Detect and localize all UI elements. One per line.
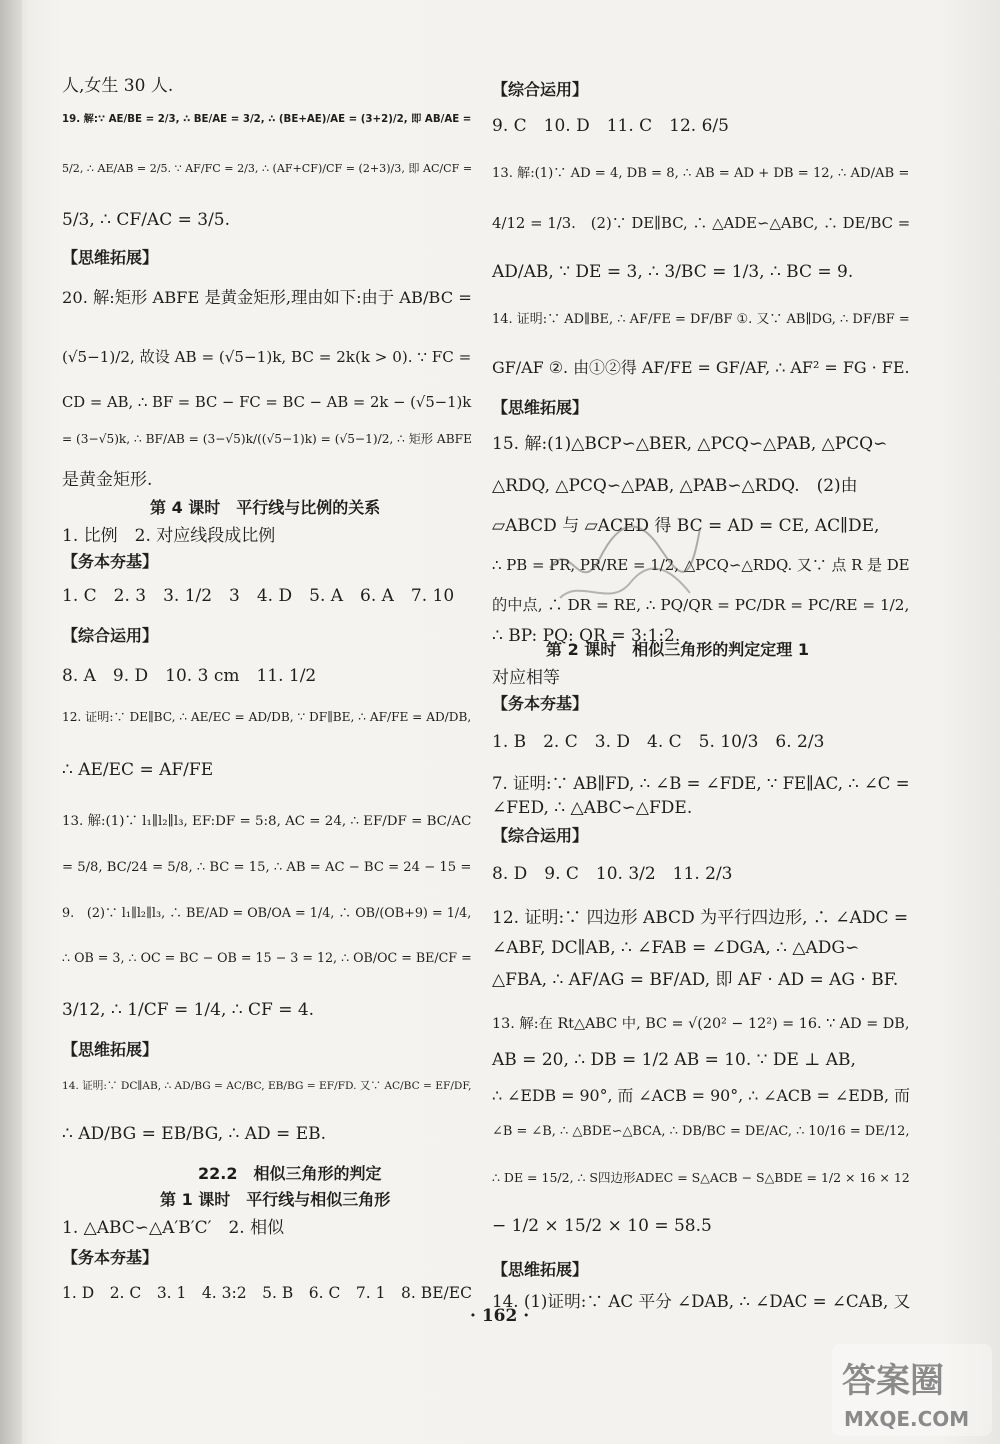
answer-line: AD/AB, ∵ DE = 3, ∴ 3/BC = 1/3, ∴ BC = 9. [492, 262, 854, 282]
section-header: 【思维拓展】 [492, 1260, 589, 1279]
svg-text:MXQE.COM: MXQE.COM [844, 1407, 970, 1431]
answer-line: ∴ AD/BG = EB/BG, ∴ AD = EB. [62, 1124, 326, 1144]
answer-line: ∠ABF, DC∥AB, ∴ ∠FAB = ∠DGA, ∴ △ADG∽ [492, 938, 860, 958]
answer-line: 1. B 2. C 3. D 4. C 5. 10/3 6. 2/3 [492, 732, 825, 752]
section-header: 【综合运用】 [492, 826, 589, 845]
section-header: 【综合运用】 [62, 626, 159, 645]
answer-line: 1. 比例 2. 对应线段成比例 [62, 526, 276, 546]
answer-line: 8. D 9. C 10. 3/2 11. 2/3 [492, 864, 733, 884]
answer-line: 是黄金矩形. [62, 470, 153, 490]
answer-line: 人,女生 30 人. [62, 76, 174, 96]
answer-line: 5/2, ∴ AE/AB = 2/5. ∵ AF/FC = 2/3, ∴ (AF+CF)/CF = (2+3)/3, 即 AC/CF = [62, 162, 473, 175]
page-number: · 162 · [470, 1306, 530, 1326]
answer-line: GF/AF ②. 由①②得 AF/FE = GF/AF, ∴ AF² = FG · FE. [492, 358, 910, 377]
section-header: 【务本夯基】 [62, 552, 159, 571]
answer-line: 对应相等 [492, 668, 560, 688]
answer-line: ∴ AE/EC = AF/FE [62, 760, 214, 780]
section-header: 【思维拓展】 [492, 398, 589, 417]
section-header: 【思维拓展】 [62, 248, 159, 267]
svg-text:答案圈: 答案圈 [842, 1361, 944, 1401]
lesson-title: 第 4 课时 平行线与比例的关系 [150, 498, 381, 517]
answer-line: 12. 证明:∵ 四边形 ABCD 为平行四边形, ∴ ∠ADC = [492, 908, 909, 928]
answer-line: 15. 解:(1)△BCP∽△BER, △PCQ∽△PAB, △PCQ∽ [492, 434, 888, 454]
answer-line: (√5−1)/2, 故设 AB = (√5−1)k, BC = 2k(k > 0). ∵ FC = [62, 348, 472, 366]
answer-line: 14. (1)证明:∵ AC 平分 ∠DAB, ∴ ∠DAC = ∠CAB, 又 [492, 1292, 911, 1311]
answer-line: 9. (2)∵ l₁∥l₂∥l₃, ∴ BE/AD = OB/OA = 1/4, ∴ OB/(OB+9) = 1/4, [62, 906, 472, 921]
answer-line: 1. C 2. 3 3. 1/2 3 4. D 5. A 6. A 7. 10 [62, 586, 455, 606]
answer-line: 13. 解:在 Rt△ABC 中, BC = √(20² − 12²) = 16. ∵ AD = DB, [492, 1016, 910, 1032]
answer-line: ∴ ∠EDB = 90°, 而 ∠ACB = 90°, ∴ ∠ACB = ∠EDB, 而 [492, 1086, 910, 1105]
answer-line: 8. A 9. D 10. 3 cm 11. 1/2 [62, 666, 317, 686]
answer-line: 7. 证明:∵ AB∥FD, ∴ ∠B = ∠FDE, ∵ FE∥AC, ∴ ∠C = [492, 774, 910, 793]
answer-line: ∴ PB = PR, PR/RE = 1/2, △PCQ∽△RDQ. 又∵ 点 R 是 DE [492, 556, 910, 574]
answer-line: 9. C 10. D 11. C 12. 6/5 [492, 116, 729, 136]
section-header: 【务本夯基】 [492, 694, 589, 713]
answer-line: = (3−√5)k, ∴ BF/AB = (3−√5)k/((√5−1)k) = (√5−1)/2, ∴ 矩形 ABFE [62, 432, 472, 446]
answer-line: 1. D 2. C 3. 1 4. 3:2 5. B 6. C 7. 1 8. BE/EC [62, 1284, 472, 1302]
answer-line: 14. 证明:∵ AD∥BE, ∴ AF/FE = DF/BF ①. 又∵ AB∥DG, ∴ DF/BF = [492, 312, 910, 327]
answer-line: 19. 解:∵ AE/BE = 2/3, ∴ BE/AE = 3/2, ∴ (BE+AE)/AE = (3+2)/2, 即 AB/AE = [62, 114, 472, 125]
answer-line: 12. 证明:∵ DE∥BC, ∴ AE/EC = AD/DB, ∵ DF∥BE, ∴ AF/FE = AD/DB, [62, 710, 472, 724]
answer-line: 5/3, ∴ CF/AC = 3/5. [62, 210, 231, 230]
answer-line: 13. 解:(1)∵ AD = 4, DB = 8, ∴ AB = AD + DB = 12, ∴ AD/AB = [492, 166, 910, 181]
answer-line: 20. 解:矩形 ABFE 是黄金矩形,理由如下:由于 AB/BC = [62, 288, 472, 307]
answer-line: 1. △ABC∽△A′B′C′ 2. 相似 [62, 1218, 285, 1238]
answer-line: − 1/2 × 15/2 × 10 = 58.5 [492, 1216, 712, 1236]
answer-line: ∴ OB = 3, ∴ OC = BC − OB = 15 − 3 = 12, ∴ OB/OC = BE/CF = [62, 950, 472, 965]
lesson-title: 第 2 课时 相似三角形的判定定理 1 [546, 640, 809, 659]
section-header: 【务本夯基】 [62, 1248, 159, 1267]
answer-line: 14. 证明:∵ DC∥AB, ∴ AD/BG = AC/BC, EB/BG = EF/FD. 又∵ AC/BC = EF/DF, [62, 1080, 472, 1092]
answer-line: △FBA, ∴ AF/AG = BF/AD, 即 AF · AD = AG · BF. [492, 970, 899, 990]
section-header: 【综合运用】 [492, 80, 589, 99]
answer-line: ∠FED, ∴ △ABC∽△FDE. [492, 798, 693, 818]
answer-line: CD = AB, ∴ BF = BC − FC = BC − AB = 2k − (√5−1)k [62, 394, 472, 411]
answer-line: ∴ DE = 15/2, ∴ S四边形ADEC = S△ACB − S△BDE = 1/2 × 16 × 12 [492, 1170, 910, 1185]
answer-line: △RDQ, △PCQ∽△PAB, △PAB∽△RDQ. (2)由 [492, 476, 858, 496]
watermark-logo [832, 1344, 992, 1436]
answer-line: 3/12, ∴ 1/CF = 1/4, ∴ CF = 4. [62, 1000, 315, 1020]
section-header: 【思维拓展】 [62, 1040, 159, 1059]
answer-line: 4/12 = 1/3. (2)∵ DE∥BC, ∴ △ADE∽△ABC, ∴ DE/BC = [492, 214, 911, 232]
answer-line: AB = 20, ∴ DB = 1/2 AB = 10. ∵ DE ⊥ AB, [492, 1050, 856, 1070]
answer-line: = 5/8, BC/24 = 5/8, ∴ BC = 15, ∴ AB = AC − BC = 24 − 15 = [62, 860, 472, 875]
pencil-scribble [540, 498, 710, 618]
answer-line: ∠B = ∠B, ∴ △BDE∽△BCA, ∴ DB/BC = DE/AC, ∴ 10/16 = DE/12, [492, 1124, 910, 1139]
answer-line: ∴ BP: PQ: QR = 3:1:2. [492, 626, 681, 646]
answer-line: ▱ABCD 与 ▱ACED 得 BC = AD = CE, AC∥DE, [492, 516, 880, 536]
answer-line: 13. 解:(1)∵ l₁∥l₂∥l₃, EF:DF = 5:8, AC = 24, ∴ EF/DF = BC/AC [62, 814, 472, 829]
section-title: 22.2 相似三角形的判定 [198, 1164, 382, 1183]
lesson-title: 第 1 课时 平行线与相似三角形 [160, 1190, 391, 1209]
answer-line: 的中点, ∴ DR = RE, ∴ PQ/QR = PC/DR = PC/RE = 1/2, [492, 596, 910, 614]
book-spine [0, 0, 22, 1444]
